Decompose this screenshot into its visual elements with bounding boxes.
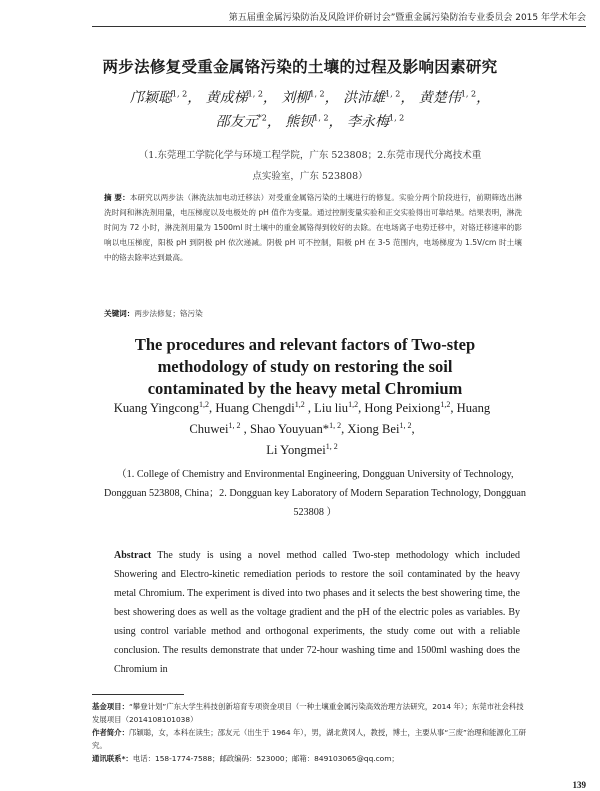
author-en-sup: 1,2 [348, 399, 359, 409]
abstract-chinese [104, 190, 522, 265]
title-chinese: 两步法修复受重金属铬污染的土壤的过程及影响因素研究 [102, 58, 498, 76]
author-zh: 邵友元 [215, 114, 258, 130]
author-en: Hong Peixiong [364, 401, 441, 415]
author-en-sup: 1,2 [440, 399, 451, 409]
author-en: Kuang Yingcong [113, 401, 200, 415]
author-en-sup: 1, 2 [329, 420, 342, 430]
author-zh-sup: 1, 2 [389, 113, 405, 123]
affiliation-chinese-line-2: 点实验室，广东 523808） [252, 171, 368, 182]
abstract-english-label: Abstract [114, 550, 152, 561]
keywords-chinese [104, 308, 203, 319]
author-zh-sup: 1, 2 [313, 113, 329, 123]
page-number: 139 [572, 780, 586, 790]
author-en-sup: 1, 2 [399, 420, 412, 430]
footnotes [92, 700, 526, 765]
abstract-chinese-label: 摘 要： [104, 193, 130, 202]
author-zh: 刘柳 [281, 90, 310, 106]
title-english-line: contaminated by the heavy metal Chromium [147, 379, 463, 398]
author-zh-sup: *2 [257, 113, 267, 123]
abstract-english-text: The study is using a novel method called Two-step methodology which included Showering and Electro-kinetic remediation periods to restore the soil contaminated by the heavy metal Chromium. The experiment is dived into two phases and it selects the best showering time, the best showering does as well as the voltage gradient and the pH of the electric poles as variables. By using control variable method and orthogonal experiments, the study come out with a reliable conclusion. The results demonstrate that under 72-hour washing time and 1500ml washing does the Chromium in [114, 550, 520, 675]
author-zh-sup: 1, 2 [460, 89, 477, 99]
footnote-funding: 基金项目：“攀登计划”广东大学生科技创新培育专项资金项目（一种土壤重金属污染高效治理方法研究，2014 年）；东莞市社会科技发展项目（2014108101038） [92, 702, 524, 724]
footnote-rule [92, 694, 184, 695]
title-english-line: The procedures and relevant factors of Two-step [134, 335, 476, 354]
title-english [90, 334, 520, 400]
affiliation-english: （1. College of Chemistry and Environmental Engineering, Dongguan University of Technology, Dongguan 523808, China；2. Dongguan key Laboratory of Modern Separation Technology, Dongguan 523808 ） [104, 469, 526, 518]
affiliation-chinese-line-1: （1.东莞理工学院化学与环境工程学院，广东 523808；2.东莞市现代分离技术重 [138, 150, 482, 161]
author-en-sup: 1,2 [294, 399, 305, 409]
author-en: Huang Chuwei [189, 401, 491, 436]
footnote-contact: 通讯联系*：电话：158-1774-7588；邮政编码：523000；邮箱：849103065@qq.com； [92, 754, 399, 763]
title-english-line: methodology of study on restoring the soil [157, 357, 453, 376]
author-en: Huang Chengdi [215, 401, 295, 415]
footnote-author-bio: 作者简介：邝颖聪，女，本科在读生；邵友元（出生于 1964 年），男，湖北黄冈人，教授，博士，主要从事“三废”治理和能源化工研究。 [92, 728, 526, 750]
author-en: Li Yongmei [266, 443, 326, 457]
affiliation-chinese [110, 145, 510, 187]
author-zh-sup: 1, 2 [171, 89, 188, 99]
authors-english: Kuang Yingcong$^{1,2}$, Huang Chengdi$^{1,2}$ , Liu liu$^{1,2}$, Hong Peixiong$^{1,2}$, Huang Chuwei$^{1, 2}$ , Shao Youyuan*$^{1, 2}$, Xiong Bei$^{1, 2}$, Li Yongmei$^{1, 2}$ [113, 399, 491, 457]
author-zh-sup: 1, 2 [385, 89, 401, 99]
author-zh: 熊钡 [285, 114, 314, 130]
abstract-english [114, 546, 520, 679]
keywords-chinese-label: 关键词： [104, 309, 135, 318]
author-zh: 黄成梯 [205, 90, 248, 106]
author-zh: 邝颖聪 [129, 90, 172, 106]
running-header: 第五届重金属污染防治及风险评价研讨会”暨重金属污染防治专业委员会 2015 年学术年会 [228, 13, 586, 23]
author-en: Xiong Bei [347, 422, 400, 436]
header-rule [92, 26, 586, 27]
abstract-chinese-text: 本研究以两步法（淋洗法加电动迁移法）对受重金属铬污染的土壤进行的修复。实验分两个阶段进行，前期筛选出淋洗时间和淋洗剂用量，电压梯度以及电极处的 pH 值作为变量。通过控制变量实验和正交实验得出可靠结果。结果表明，淋洗时间为 72 小时，淋洗剂用量为 1500ml 时土壤中的重金属铬得到较好的去除。在电场离子电势迁移中，对铬迁移速率的影响以电压梯度，阳极 pH 到阴极 pH 依次递减。阴极 pH 可不控制，阳极 pH 在 3-5 范围内，电场梯度为 1.5V/cm 时土壤中的铬去除率达到最高。 [104, 193, 522, 262]
author-en: Shao Youyuan* [249, 422, 330, 436]
author-en-sup: 1, 2 [325, 441, 338, 451]
author-zh-sup: 1, 2 [309, 89, 325, 99]
keywords-chinese-text: 两步法修复；铬污染 [134, 309, 203, 318]
authors-chinese-line-2: 邵友元$^{*2}$， 熊钡$^{1, 2}$， 李永梅$^{1, 2}$ [215, 113, 405, 130]
author-zh: 洪沛雄 [343, 90, 386, 106]
author-zh: 黄楚伟 [418, 90, 461, 106]
author-zh-sup: 1, 2 [247, 89, 263, 99]
author-en-sup: 1,2 [199, 399, 210, 409]
author-en-sup: 1, 2 [228, 420, 241, 430]
authors-chinese-line-1: 邝颖聪$^{1, 2}$， 黄成梯$^{1, 2}$， 刘柳$^{1, 2}$， 洪沛雄$^{1, 2}$， 黄楚伟$^{1, 2}$， [129, 89, 491, 106]
author-zh: 李永梅 [347, 114, 389, 130]
author-en: Liu liu [314, 401, 349, 415]
